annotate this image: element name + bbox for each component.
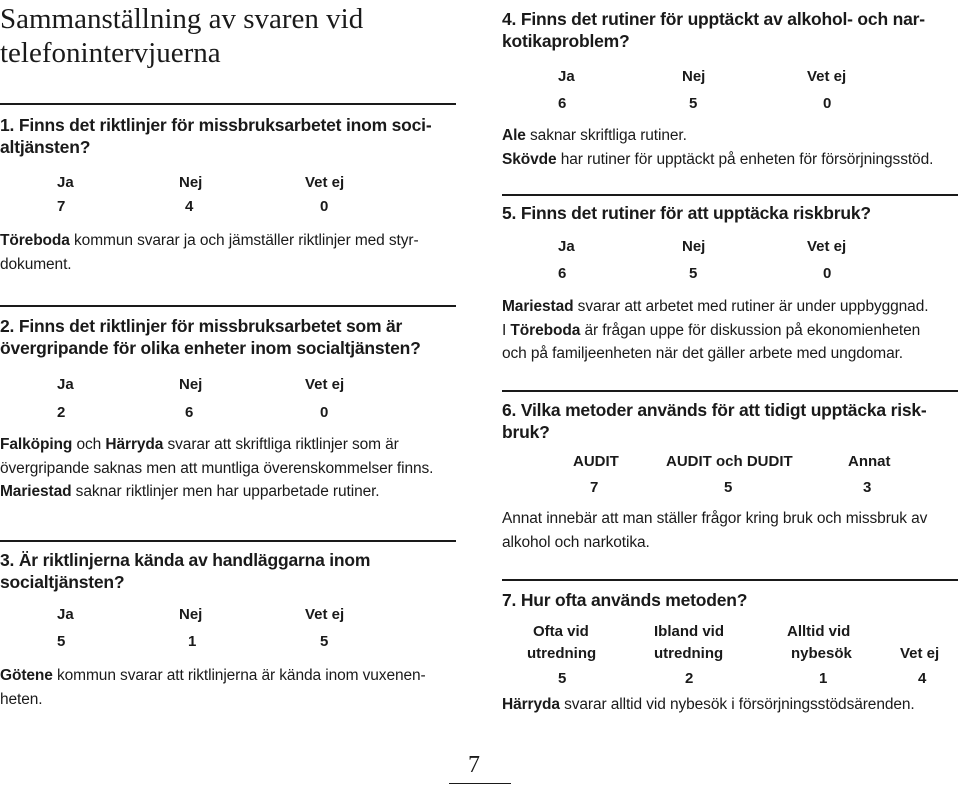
- header-ibland-vid: Ibland vid: [654, 623, 725, 640]
- value-vet-ej: 0: [823, 95, 832, 112]
- question-1-heading: [0, 114, 456, 158]
- header-nej: Nej: [682, 238, 706, 255]
- value-ja: 7: [57, 198, 66, 215]
- header-vet-ej: Vet ej: [305, 606, 345, 623]
- header-nej: Nej: [179, 174, 203, 191]
- municipality-name: Götene: [0, 667, 53, 684]
- question-3-heading: [0, 549, 456, 593]
- question-7-comment: [502, 693, 958, 717]
- comment-text: svarar att arbetet med rutiner är under uppbyggnad.: [573, 298, 929, 315]
- comment-text: kommun svarar ja och jämställer riktlinjer med styr-: [69, 232, 419, 249]
- question-1-comment: [0, 229, 456, 276]
- question-4-line-2: kotikaproblem?: [502, 31, 630, 51]
- title-line-1: Sammanställning av svaren vid: [0, 3, 364, 35]
- page-title: [0, 2, 456, 70]
- comment-text: Annat innebär att man ställer frågor kring bruk och missbruk av: [502, 510, 928, 527]
- question-1-answer-headers: [0, 172, 456, 194]
- municipality-name: Härryda: [502, 696, 560, 713]
- header-vet-ej: Vet ej: [807, 238, 847, 255]
- header-ja: Ja: [57, 174, 74, 191]
- question-2-comment: [0, 433, 456, 504]
- header-ofta-vid: Ofta vid: [533, 623, 589, 640]
- value-vet-ej: 4: [918, 670, 927, 687]
- value-vet-ej: 0: [823, 265, 832, 282]
- question-3-comment: [0, 664, 456, 711]
- question-7-answer-headers-bottom: [502, 643, 958, 665]
- municipality-name: Mariestad: [0, 483, 72, 500]
- question-2-answer-headers: [0, 374, 456, 396]
- comment-text: dokument.: [0, 255, 72, 273]
- value-alltid: 1: [819, 670, 828, 687]
- question-7-heading: [502, 589, 958, 611]
- value-ibland: 2: [685, 670, 694, 687]
- question-1-line-1: 1. Finns det riktlinjer för missbruksarbetet inom soci-: [0, 115, 432, 135]
- question-3-line-1: 3. Är riktlinjerna kända av handläggarna inom: [0, 550, 371, 570]
- value-audit-och-dudit: 5: [724, 479, 733, 496]
- comment-text: kommun svarar att riktlinjerna är kända inom vuxenen-: [52, 667, 426, 684]
- section-divider: [502, 390, 958, 392]
- municipality-name: Falköping: [0, 436, 73, 453]
- header-audit: AUDIT: [573, 453, 619, 470]
- question-4-heading: [502, 8, 958, 52]
- question-4-answer-headers: [502, 66, 958, 88]
- section-divider: [0, 540, 456, 542]
- comment-text: alkohol och narkotika.: [502, 533, 650, 551]
- header-utredning: utredning: [654, 645, 724, 662]
- question-6-comment: [502, 507, 958, 554]
- section-divider: [0, 305, 456, 307]
- question-6-heading: [502, 399, 958, 443]
- comment-text: har rutiner för upptäckt på enheten för försörjningsstöd.: [556, 150, 934, 168]
- value-ja: 6: [558, 265, 567, 282]
- header-vet-ej: Vet ej: [305, 174, 345, 191]
- question-7-line-1: 7. Hur ofta används metoden?: [502, 590, 748, 610]
- value-vet-ej: 5: [320, 633, 329, 650]
- header-vet-ej: Vet ej: [900, 645, 940, 662]
- header-vet-ej: Vet ej: [305, 376, 345, 393]
- question-4-answer-values: [502, 93, 958, 115]
- value-annat: 3: [863, 479, 872, 496]
- question-2-line-1: 2. Finns det riktlinjer för missbruksarbetet som är: [0, 316, 403, 336]
- question-6-line-1: 6. Vilka metoder används för att tidigt upptäcka risk-: [502, 400, 927, 420]
- value-nej: 6: [185, 404, 194, 421]
- header-utredning: utredning: [527, 645, 597, 662]
- question-6-answer-headers: [502, 451, 958, 473]
- header-annat: Annat: [848, 453, 891, 470]
- header-nej: Nej: [682, 68, 706, 85]
- comment-text: saknar riktlinjer men har upparbetade rutiner.: [71, 483, 380, 500]
- question-2-heading: [0, 315, 456, 359]
- value-ja: 6: [558, 95, 567, 112]
- comment-text: heten.: [0, 690, 43, 708]
- question-5-answer-headers: [502, 236, 958, 258]
- value-ofta: 5: [558, 670, 567, 687]
- question-5-answer-values: [502, 263, 958, 285]
- comment-text: och på familjeenheten när det gäller arbete med ungdomar.: [502, 345, 904, 362]
- header-nej: Nej: [179, 376, 203, 393]
- header-nej: Nej: [179, 606, 203, 623]
- question-7-answer-values: [502, 668, 958, 690]
- municipality-name: Skövde: [502, 150, 557, 168]
- header-ja: Ja: [558, 238, 575, 255]
- header-alltid-vid: Alltid vid: [787, 623, 851, 640]
- value-nej: 5: [689, 265, 698, 282]
- header-vet-ej: Vet ej: [807, 68, 847, 85]
- value-nej: 1: [188, 633, 197, 650]
- title-line-2: telefonintervjuerna: [0, 37, 221, 69]
- comment-text: svarar att skriftliga riktlinjer som är: [163, 436, 399, 453]
- municipality-name: Töreboda: [510, 321, 581, 339]
- municipality-name: Töreboda: [0, 232, 70, 249]
- question-6-line-2: bruk?: [502, 422, 550, 442]
- comment-text: saknar skriftliga rutiner.: [525, 127, 687, 144]
- header-nybesok: nybesök: [791, 645, 852, 662]
- question-1-answer-values: [0, 196, 456, 218]
- municipality-name: Ale: [502, 127, 526, 144]
- value-vet-ej: 0: [320, 198, 329, 215]
- question-2-line-2: övergripande för olika enheter inom socialtjänsten?: [0, 338, 421, 358]
- question-3-line-2: socialtjänsten?: [0, 572, 125, 592]
- value-ja: 2: [57, 404, 66, 421]
- value-nej: 4: [185, 198, 194, 215]
- question-2-answer-values: [0, 402, 456, 424]
- municipality-name: Mariestad: [502, 298, 574, 315]
- question-3-answer-values: [0, 631, 456, 653]
- value-vet-ej: 0: [320, 404, 329, 421]
- question-5-heading: [502, 202, 958, 224]
- value-audit: 7: [590, 479, 599, 496]
- municipality-name: Härryda: [105, 436, 164, 453]
- question-5-comment: [502, 295, 958, 366]
- page-number-rule: [449, 783, 511, 784]
- header-ja: Ja: [57, 376, 74, 393]
- comment-text: svarar alltid vid nybesök i försörjningsstödsärenden.: [559, 696, 915, 713]
- question-7-answer-headers-top: [502, 621, 958, 643]
- question-3-answer-headers: [0, 604, 456, 626]
- header-ja: Ja: [558, 68, 575, 85]
- section-divider: [502, 194, 958, 196]
- question-4-comment: [502, 124, 958, 171]
- header-audit-och-dudit: AUDIT och DUDIT: [666, 453, 793, 470]
- comment-text: är frågan uppe för diskussion på ekonomienheten: [580, 321, 921, 339]
- section-divider: [502, 579, 958, 581]
- value-nej: 5: [689, 95, 698, 112]
- question-1-line-2: altjänsten?: [0, 137, 91, 157]
- comment-text: I: [502, 321, 511, 339]
- page-number: 7: [468, 752, 480, 778]
- value-ja: 5: [57, 633, 66, 650]
- comment-text: och: [72, 436, 106, 453]
- question-6-answer-values: [502, 477, 958, 499]
- section-divider: [0, 103, 456, 105]
- comment-text: övergripande saknas men att muntliga överenskommelser finns.: [0, 459, 434, 477]
- header-ja: Ja: [57, 606, 74, 623]
- question-4-line-1: 4. Finns det rutiner för upptäckt av alkohol- och nar-: [502, 9, 925, 29]
- question-5-line-1: 5. Finns det rutiner för att upptäcka riskbruk?: [502, 203, 871, 223]
